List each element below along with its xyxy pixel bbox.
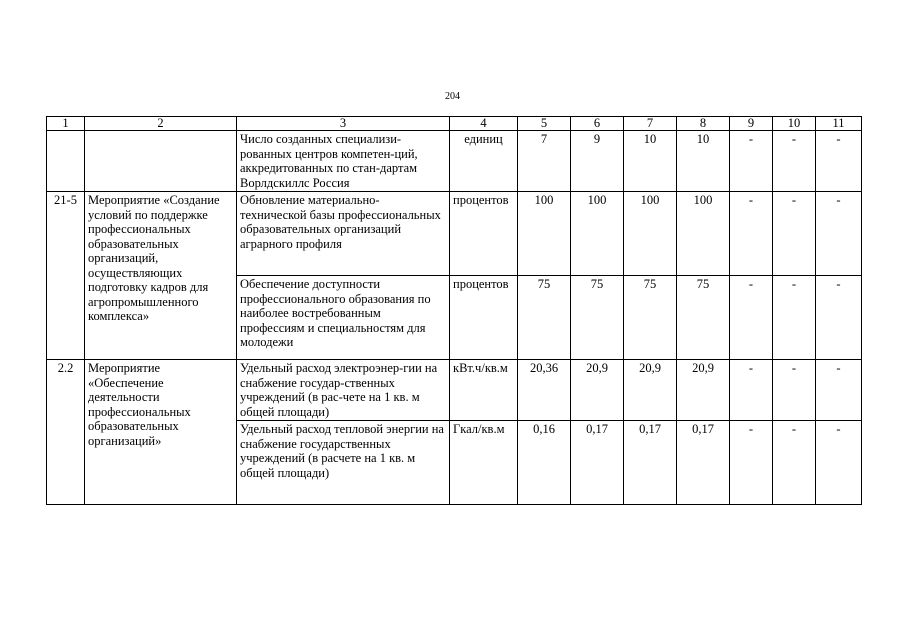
table-header-row	[47, 117, 862, 131]
unit-cell: процентов	[450, 192, 518, 276]
unit-cell: единиц	[450, 131, 518, 192]
value-cell: -	[730, 360, 773, 421]
value-cell: 20,9	[624, 360, 677, 421]
header-cell: 1	[47, 117, 85, 131]
measure-cell: Мероприятие «Обеспечение деятельности профессиональных образовательных организаций»	[85, 360, 237, 505]
value-cell: -	[730, 276, 773, 360]
value-cell: -	[730, 421, 773, 505]
value-cell: -	[816, 276, 862, 360]
indicator-cell: Обновление материально-технической базы профессиональных образовательных организаций аграрного профиля	[237, 192, 450, 276]
value-cell: 0,17	[624, 421, 677, 505]
value-cell: 100	[677, 192, 730, 276]
value-cell: -	[773, 360, 816, 421]
value-cell: -	[816, 192, 862, 276]
value-cell: -	[730, 192, 773, 276]
value-cell: 0,17	[571, 421, 624, 505]
indicator-cell: Обеспечение доступности профессионального образования по наиболее востребованным профессиям и специальностям для молодежи	[237, 276, 450, 360]
value-cell: 10	[624, 131, 677, 192]
measure-cell: Мероприятие «Создание условий по поддержке профессиональных образовательных организаций, осуществляющих подготовку кадров для агропромышленного комплекса»	[85, 192, 237, 360]
table-row	[47, 131, 862, 192]
header-cell: 7	[624, 117, 677, 131]
unit-cell: кВт.ч/кв.м	[450, 360, 518, 421]
value-cell: 0,16	[518, 421, 571, 505]
page-number: 204	[445, 91, 460, 102]
value-cell: 0,17	[677, 421, 730, 505]
row-number-cell	[47, 131, 85, 192]
value-cell: 75	[624, 276, 677, 360]
value-cell: -	[773, 421, 816, 505]
header-cell: 10	[773, 117, 816, 131]
indicator-cell: Удельный расход электроэнер-гии на снабжение государ-ственных учреждений (в рас-чете на 1 кв. м общей площади)	[237, 360, 450, 421]
value-cell: 100	[624, 192, 677, 276]
value-cell: 20,9	[571, 360, 624, 421]
value-cell: -	[773, 131, 816, 192]
measure-cell	[85, 131, 237, 192]
value-cell: -	[816, 360, 862, 421]
row-number-cell: 21-5	[47, 192, 85, 360]
header-cell: 2	[85, 117, 237, 131]
value-cell: -	[730, 131, 773, 192]
header-cell: 9	[730, 117, 773, 131]
table-row	[47, 192, 862, 276]
header-cell: 8	[677, 117, 730, 131]
row-number-cell: 2.2	[47, 360, 85, 505]
value-cell: 75	[518, 276, 571, 360]
header-cell: 6	[571, 117, 624, 131]
value-cell: 10	[677, 131, 730, 192]
value-cell: -	[773, 192, 816, 276]
value-cell: 75	[571, 276, 624, 360]
value-cell: -	[816, 131, 862, 192]
header-cell: 4	[450, 117, 518, 131]
unit-cell: Гкал/кв.м	[450, 421, 518, 505]
indicator-cell: Удельный расход тепловой энергии на снабжение государственных учреждений (в расчете на 1 кв. м общей площади)	[237, 421, 450, 505]
value-cell: -	[816, 421, 862, 505]
value-cell: 20,9	[677, 360, 730, 421]
unit-cell: процентов	[450, 276, 518, 360]
header-cell: 5	[518, 117, 571, 131]
table-row	[47, 360, 862, 421]
value-cell: 9	[571, 131, 624, 192]
indicator-cell: Число созданных специализи-рованных центров компетен-ций, аккредитованных по стан-дартам Ворлдскиллс Россия	[237, 131, 450, 192]
value-cell: 20,36	[518, 360, 571, 421]
header-cell: 3	[237, 117, 450, 131]
value-cell: -	[773, 276, 816, 360]
value-cell: 75	[677, 276, 730, 360]
value-cell: 100	[571, 192, 624, 276]
value-cell: 7	[518, 131, 571, 192]
indicators-table	[46, 116, 862, 505]
value-cell: 100	[518, 192, 571, 276]
header-cell: 11	[816, 117, 862, 131]
